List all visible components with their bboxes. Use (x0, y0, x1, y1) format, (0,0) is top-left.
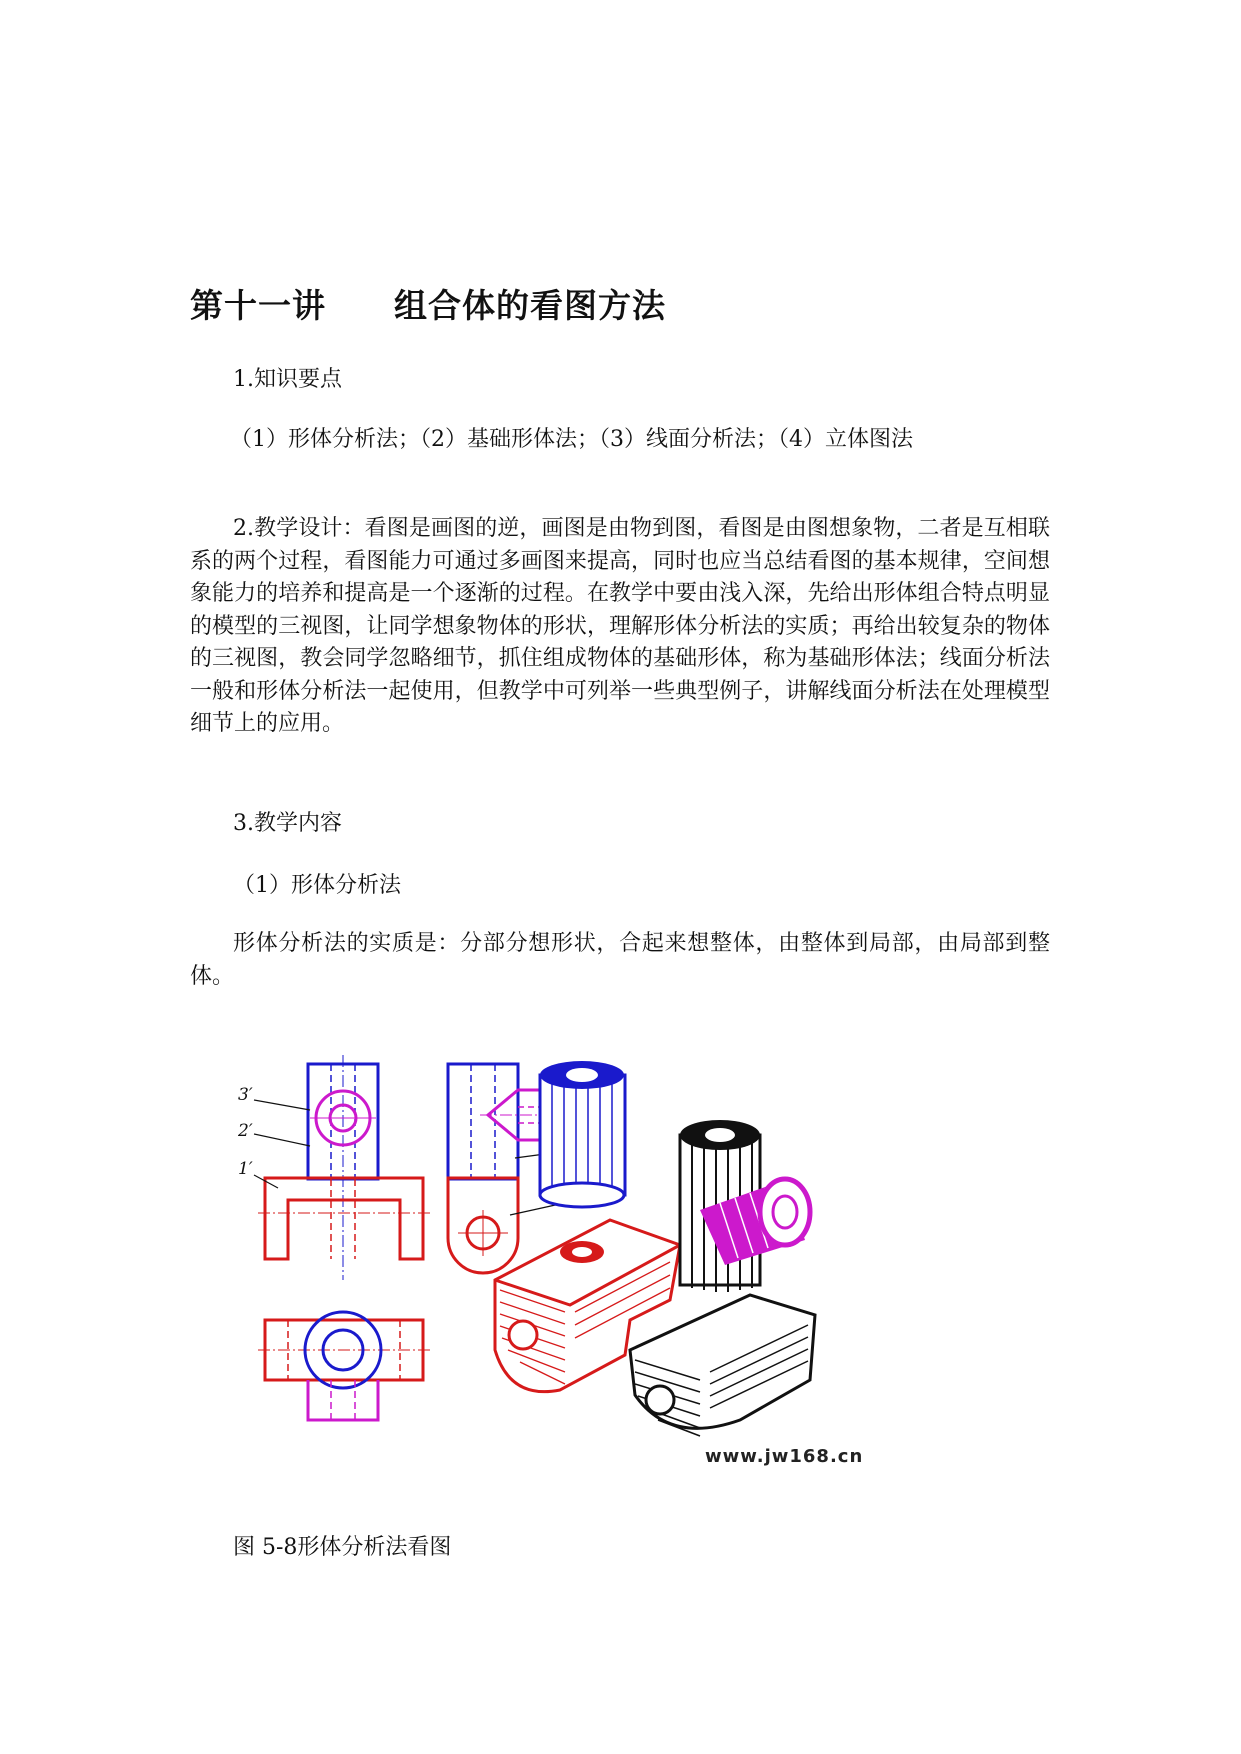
subsection-heading-shape-analysis: （1）形体分析法 (233, 873, 401, 898)
section-heading-knowledge-points: 1.知识要点 (233, 367, 342, 392)
lecture-title: 第十一讲 组合体的看图方法 (190, 286, 666, 325)
teaching-design-paragraph: 2.教学设计：看图是画图的逆，画图是由物到图，看图是由图想象物，二者是互相联系的两个过程，看图能力可通过多画图来提高，同时也应当总结看图的基本规律，空间想象能力的培养和提高是一个逐渐的过程。在教学中要由浅入深，先给出形体组合特点明显的模型的三视图，让同学想象物体的形状，理解形体分析法的实质；再给出较复杂的物体的三视图，教会同学忽略细节，抓住组成物体的基础形体，称为基础形体法；线面分析法一般和形体分析法一起使用，但教学中可列举一些典型例子，讲解线面分析法在处理模型细节上的应用。 (190, 516, 1050, 736)
front-label-1: 1′ (238, 1159, 253, 1179)
section-heading-teaching-content: 3.教学内容 (233, 811, 342, 836)
front-label-2: 2′ (238, 1121, 253, 1141)
figure-watermark: www.jw168.cn (705, 1446, 864, 1467)
blue-cylinder-part (540, 1061, 625, 1207)
shape-analysis-figure (230, 1050, 930, 1500)
figure-drawing (230, 1050, 930, 1500)
front-label-3: 3′ (238, 1085, 253, 1105)
front-view (254, 1055, 430, 1280)
top-view (258, 1312, 430, 1420)
knowledge-points-list: （1）形体分析法；（2）基础形体法；（3）线面分析法；（4）立体图法 (230, 427, 913, 452)
figure-caption: 图 5-8形体分析法看图 (233, 1535, 452, 1560)
shape-analysis-paragraph: 形体分析法的实质是：分部分想形状，合起来想整体，由整体到局部，由局部到整体。 (190, 931, 1050, 989)
